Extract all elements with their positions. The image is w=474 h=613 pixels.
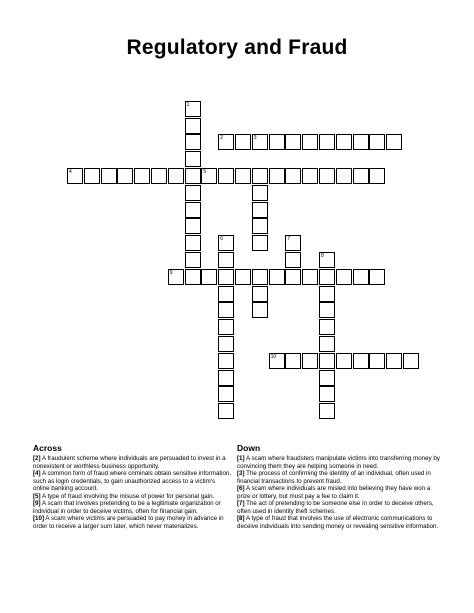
grid-cell[interactable] [369, 168, 385, 184]
clue-number: [10] [33, 515, 45, 522]
cell-number: 3 [253, 135, 257, 142]
down-heading: Down [237, 443, 261, 453]
down-clues [237, 443, 442, 530]
grid-cell[interactable] [369, 134, 385, 150]
down-clue-list [237, 455, 442, 530]
grid-cell[interactable] [353, 353, 369, 369]
cell-number: 1 [186, 101, 190, 108]
clue-number: [2] [33, 455, 41, 462]
clue-number: [9] [33, 500, 41, 507]
puzzle-title: Regulatory and Fraud [126, 36, 348, 59]
grid-cell[interactable] [185, 252, 201, 268]
grid-cell[interactable] [319, 269, 335, 285]
grid-cell[interactable] [235, 134, 251, 150]
cell-number: 7 [287, 236, 291, 243]
cell-number: 8 [321, 253, 324, 259]
grid-cell[interactable] [117, 168, 133, 184]
grid-cell[interactable] [185, 151, 201, 167]
grid-cell[interactable] [285, 235, 301, 251]
clue-text: A scam where fraudsters manipulate victims into transferring money by convincing them they are helping someone in need. [237, 455, 440, 470]
grid-cell[interactable] [218, 353, 234, 369]
grid-cell[interactable] [319, 319, 335, 335]
grid-cell[interactable] [336, 269, 352, 285]
cell-number: 2 [220, 135, 223, 142]
clue-text: A scam where victims are persuaded to pay money in advance in order to receive a larger sum later, which never materializes. [33, 515, 224, 530]
grid-cell[interactable] [403, 353, 419, 369]
grid-cell[interactable] [67, 168, 83, 184]
grid-cell[interactable] [218, 269, 234, 285]
grid-cell[interactable] [252, 286, 268, 302]
grid-cell[interactable] [218, 403, 234, 419]
grid-cell[interactable] [319, 252, 335, 268]
grid-cell[interactable] [285, 168, 301, 184]
grid-cell[interactable] [285, 134, 301, 150]
grid-cell[interactable] [218, 235, 234, 251]
grid-cell[interactable] [201, 168, 217, 184]
grid-cell[interactable] [218, 319, 234, 335]
grid-cell[interactable] [185, 168, 201, 184]
grid-cell[interactable] [319, 336, 335, 352]
grid-cell[interactable] [319, 168, 335, 184]
grid-cell[interactable] [269, 353, 285, 369]
grid-cell[interactable] [285, 269, 301, 285]
grid-cell[interactable] [353, 168, 369, 184]
grid-cell[interactable] [319, 302, 335, 318]
grid-cell[interactable] [185, 218, 201, 234]
clue-text: A scam where individuals are misled into believing they have won a prize or lottery, but must pay a fee to claim it. [237, 485, 431, 500]
grid-cell[interactable] [252, 235, 268, 251]
cell-number: 9 [169, 269, 173, 276]
grid-cell[interactable] [302, 168, 318, 184]
grid-cell[interactable] [185, 235, 201, 251]
grid-cell[interactable] [151, 168, 167, 184]
grid-cell[interactable] [101, 168, 117, 184]
grid-cell[interactable] [319, 386, 335, 402]
grid-cell[interactable] [302, 134, 318, 150]
grid-cell[interactable] [336, 134, 352, 150]
across-clue [33, 515, 233, 530]
grid-cell[interactable] [185, 134, 201, 150]
clue-number: [8] [237, 515, 245, 522]
clue-number: [6] [237, 485, 245, 492]
grid-cell[interactable] [185, 202, 201, 218]
across-clue [33, 493, 233, 501]
down-clue [237, 470, 442, 485]
grid-cell[interactable] [218, 134, 234, 150]
grid-cell[interactable] [285, 353, 301, 369]
grid-cell[interactable] [386, 353, 402, 369]
grid-cell[interactable] [185, 185, 201, 201]
grid-cell[interactable] [319, 403, 335, 419]
grid-cell[interactable] [168, 269, 184, 285]
grid-cell[interactable] [319, 370, 335, 386]
clue-text: The process of confirming the identity of an individual, often used in financial transactions to prevent fraud. [237, 470, 431, 485]
grid-cell[interactable] [269, 269, 285, 285]
grid-cell[interactable] [252, 202, 268, 218]
grid-cell[interactable] [252, 185, 268, 201]
grid-cell[interactable] [353, 134, 369, 150]
grid-cell[interactable] [285, 252, 301, 268]
down-clue [237, 515, 442, 530]
clue-number: [4] [33, 470, 41, 477]
down-clue [237, 500, 442, 515]
cell-number: 4 [69, 169, 72, 175]
grid-cell[interactable] [269, 168, 285, 184]
clue-text: A type of fraud that involves the use of electronic communications to deceive individuals into sending money or revealing sensitive information. [237, 515, 439, 530]
grid-cell[interactable] [319, 134, 335, 150]
cell-number: 5 [203, 169, 207, 175]
grid-cell[interactable] [252, 302, 268, 318]
grid-cell[interactable] [218, 286, 234, 302]
grid-cell[interactable] [218, 252, 234, 268]
grid-cell[interactable] [252, 168, 268, 184]
grid-cell[interactable] [235, 269, 251, 285]
down-clue [237, 485, 442, 500]
grid-cell[interactable] [218, 386, 234, 402]
grid-cell[interactable] [185, 269, 201, 285]
grid-cell[interactable] [252, 134, 268, 150]
grid-cell[interactable] [302, 353, 318, 369]
grid-cell[interactable] [319, 286, 335, 302]
clue-text: A type of fraud involving the misuse of power for personal gain. [40, 492, 215, 500]
across-clues [33, 443, 233, 530]
across-clue [33, 470, 233, 493]
grid-cell[interactable] [369, 353, 385, 369]
cell-number: 10 [270, 353, 277, 360]
cell-number: 6 [220, 236, 223, 243]
grid-cell[interactable] [185, 118, 201, 134]
grid-cell[interactable] [185, 101, 201, 117]
clue-text: A fraudulent scheme where individuals are persuaded to invest in a nonexistent or worthless business opportunity. [33, 455, 226, 470]
grid-cell[interactable] [218, 336, 234, 352]
grid-cell[interactable] [319, 353, 335, 369]
clue-number: [3] [237, 470, 245, 477]
across-heading: Across [33, 443, 62, 453]
clue-text: A common form of fraud where criminals obtain sensitive information, such as login credentials, to gain unauthorized access to a victim's online banking account. [33, 470, 232, 492]
grid-cell[interactable] [336, 168, 352, 184]
grid-cell[interactable] [168, 168, 184, 184]
across-clue [33, 455, 233, 470]
clue-text: A scam that involves pretending to be a legitimate organization or individual in order to deceive victims, often for financial gain. [33, 500, 221, 515]
grid-cell[interactable] [369, 269, 385, 285]
clue-text: The act of pretending to be someone else in order to deceive others, often used in identity theft schemes. [237, 500, 434, 515]
across-clue [33, 500, 233, 515]
grid-cell[interactable] [218, 302, 234, 318]
clue-number: [1] [237, 455, 245, 462]
grid-cell[interactable] [218, 370, 234, 386]
grid-cell[interactable] [201, 269, 217, 285]
grid-cell[interactable] [84, 168, 100, 184]
clue-number: [5] [33, 492, 41, 500]
down-clue [237, 455, 442, 470]
grid-cell[interactable] [252, 269, 268, 285]
across-clue-list [33, 455, 233, 530]
grid-cell[interactable] [269, 134, 285, 150]
grid-cell[interactable] [353, 269, 369, 285]
grid-cell[interactable] [386, 134, 402, 150]
grid-cell[interactable] [302, 269, 318, 285]
grid-cell[interactable] [134, 168, 150, 184]
grid-cell[interactable] [252, 218, 268, 234]
grid-cell[interactable] [235, 168, 251, 184]
grid-cell[interactable] [218, 168, 234, 184]
clue-number: [7] [237, 500, 245, 507]
grid-cell[interactable] [336, 353, 352, 369]
